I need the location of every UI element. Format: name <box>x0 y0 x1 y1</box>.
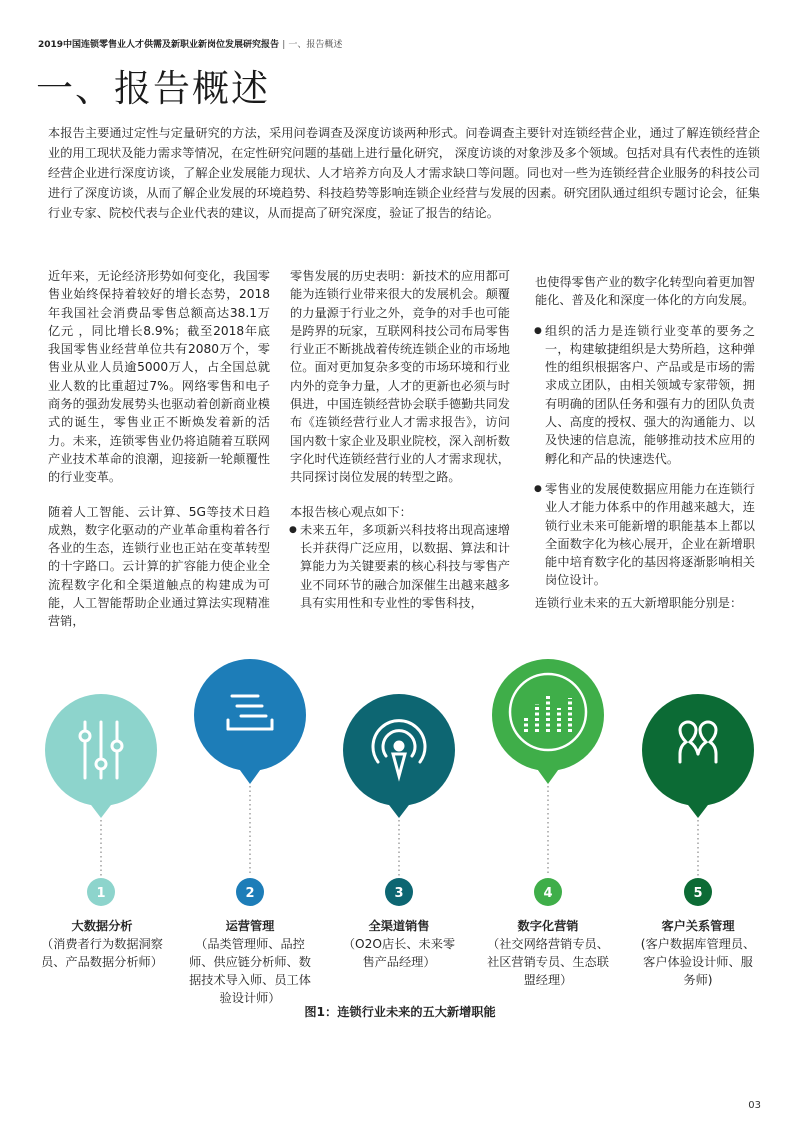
page-title: 一、报告概述 <box>36 67 270 110</box>
column-1 <box>48 267 270 647</box>
roles-infographic <box>0 650 800 920</box>
role-pin-2 <box>194 659 306 906</box>
pin-tip-5 <box>685 801 711 818</box>
role-label-2 <box>188 917 312 1007</box>
role-desc-3: （O2O店长、未来零售产品经理） <box>342 937 456 969</box>
role-title-5: 客户关系管理 <box>661 919 735 933</box>
role-label-4 <box>485 917 611 989</box>
col3-bullet-1: ● 组织的活力是连锁行业变革的要务之一，构建敏捷组织是大势所趋，这种弹性的组织根据客户、产品或是市场的需求成立团队，由相关领域专家带领，拥有明确的团队任务和强有力的团队负责人、高度的授权、强大的沟通能力、以及快速的信息流，能够推动技术应用的孵化和产品的快速迭代。 <box>535 322 755 468</box>
col3-paragraph-1: 也使得零售产业的数字化转型向着更加智能化、普及化和深度一体化的方向发展。 <box>535 275 755 308</box>
page-number: 03 <box>748 1100 761 1111</box>
col2-paragraph-2: 本报告核心观点如下： <box>290 504 412 519</box>
header-separator: | <box>282 40 286 50</box>
role-desc-1: （消费者行为数据洞察员、产品数据分析师） <box>41 937 163 969</box>
role-pin-3 <box>343 694 455 906</box>
pin-tip-4 <box>535 766 561 784</box>
role-desc-5: (客户数据库管理员、客户体验设计师、服务师) <box>640 937 756 987</box>
role-title-3: 全渠道销售 <box>368 919 430 933</box>
role-title-1: 大数据分析 <box>71 919 133 933</box>
role-label-1 <box>40 917 164 971</box>
sliders-icon <box>80 722 122 778</box>
num-label-1: 1 <box>96 886 106 901</box>
role-title-2: 运营管理 <box>225 919 275 933</box>
header-section: 一、报告概述 <box>288 40 343 50</box>
figure-caption: 图1：连锁行业未来的五大新增职能 <box>304 1005 496 1019</box>
report-title: 2019中国连锁零售业人才供需及新职业新岗位发展研究报告 <box>38 40 280 50</box>
num-label-3: 3 <box>394 886 404 901</box>
role-pin-1 <box>45 694 157 906</box>
num-label-2: 2 <box>245 886 255 901</box>
role-label-3 <box>341 917 457 971</box>
pin-tip-1 <box>88 801 114 818</box>
role-label-5 <box>638 917 758 989</box>
pin-tip-3 <box>386 801 412 818</box>
col3-bullet-2: ● 零售业的发展使数据应用能力在连锁行业人才能力体系中的作用越来越大，连锁行业未来可能新增的职能基本上都以全面数字化为核心展开，企业在新增职能中培育数字化的基因将逐渐影响相关岗位设计。 <box>535 480 755 590</box>
col2-bullet-1: ● 未来五年，多项新兴科技将出现高速增长并获得广泛应用，以数据、算法和计算能力为关键要素的核心科技与零售产业不同环节的融合加深催生出越来越多具有实用性和专业性的零售科技， <box>290 521 510 612</box>
role-desc-2: （品类管理师、品控师、供应链分析师、数据技术导入师、员工体验设计师） <box>189 937 311 1005</box>
num-label-5: 5 <box>693 886 703 901</box>
role-pin-4 <box>492 659 604 906</box>
column-2 <box>290 267 510 616</box>
col1-paragraph-1: 近年来，无论经济形势如何变化，我国零售业始终保持着较好的增长态势，2018年我国社会消费品零售总额高达38.1万亿元 ，同比增长8.9%；截至2018年底我国零售业经营单位共有2080万个，零售业从业人员逾5000万人，占全国总就业人数的比重超过7%。网络零售和电子商务的强劲发展势头也驱动着创新商业模式的诞生，零售业正不断焕发着新的活力。未来，连锁零售业仍将追随着互联网产业技术革命的浪潮，迎接新一轮颠覆性的行业变革。 <box>48 269 270 485</box>
pin-tip-2 <box>237 766 263 784</box>
col1-paragraph-2: 随着人工智能、云计算、5G等技术日趋成熟，数字化驱动的产业革命重构着各行各业的生态，连锁行业也正站在变革转型的十字路口。云计算的扩容能力使企业全流程数字化和全渠道触点的构建成为可能，人工智能帮助企业通过算法实现精准营销， <box>48 504 270 629</box>
intro-paragraph: 本报告主要通过定性与定量研究的方法，采用问卷调查及深度访谈两种形式。问卷调查主要针对连锁经营企业，通过了解连锁经营企业的用工现状及能力需求等情况，在定性研究问题的基础上进行量化研究， 深度访谈的对象涉及多个领域。包括对具有代表性的连锁经营企业进行深度访谈，了解企业发展能力现状、人才培养方向及人才需求缺口等问题。同也对一些为连锁经营企业服务的科技公司进行了深度访谈，从而了解企业发展的环境趋势、科技趋势等影响连锁企业经营与发展的因素。研究团队通过组织专题讨论会，征集行业专家、院校代表与企业代表的建议，从而提高了研究深度，验证了报告的结论。 <box>48 126 760 220</box>
role-pin-5 <box>642 694 754 906</box>
col2-paragraph-1: 零售发展的历史表明：新技术的应用都可能为连锁行业带来很大的发展机会。颠覆的力量源于行业之外，竞争的对手也可能是跨界的玩家，互联网科技公司布局零售行业正不断挑战着传统连锁企业的市场地位。面对更加复杂多变的市场环境和行业内外的竞争力量，人才的更新也必须与时俱进，中国连锁经营协会联手德勤共同发布《连锁经营行业人才需求报告》，访问国内数十家企业及职业院校，深入剖析数字化时代连锁经营行业的人才需求现状，共同探讨岗位发展的转型之路。 <box>290 269 510 485</box>
role-desc-4: （社交网络营销专员、社区营销专员、生态联盟经理） <box>487 937 609 987</box>
role-title-4: 数字化营销 <box>517 919 579 933</box>
num-label-4: 4 <box>543 886 553 901</box>
running-header <box>38 37 342 50</box>
col3-paragraph-2: 连锁行业未来的五大新增职能分别是： <box>535 595 743 610</box>
column-3 <box>535 273 755 612</box>
